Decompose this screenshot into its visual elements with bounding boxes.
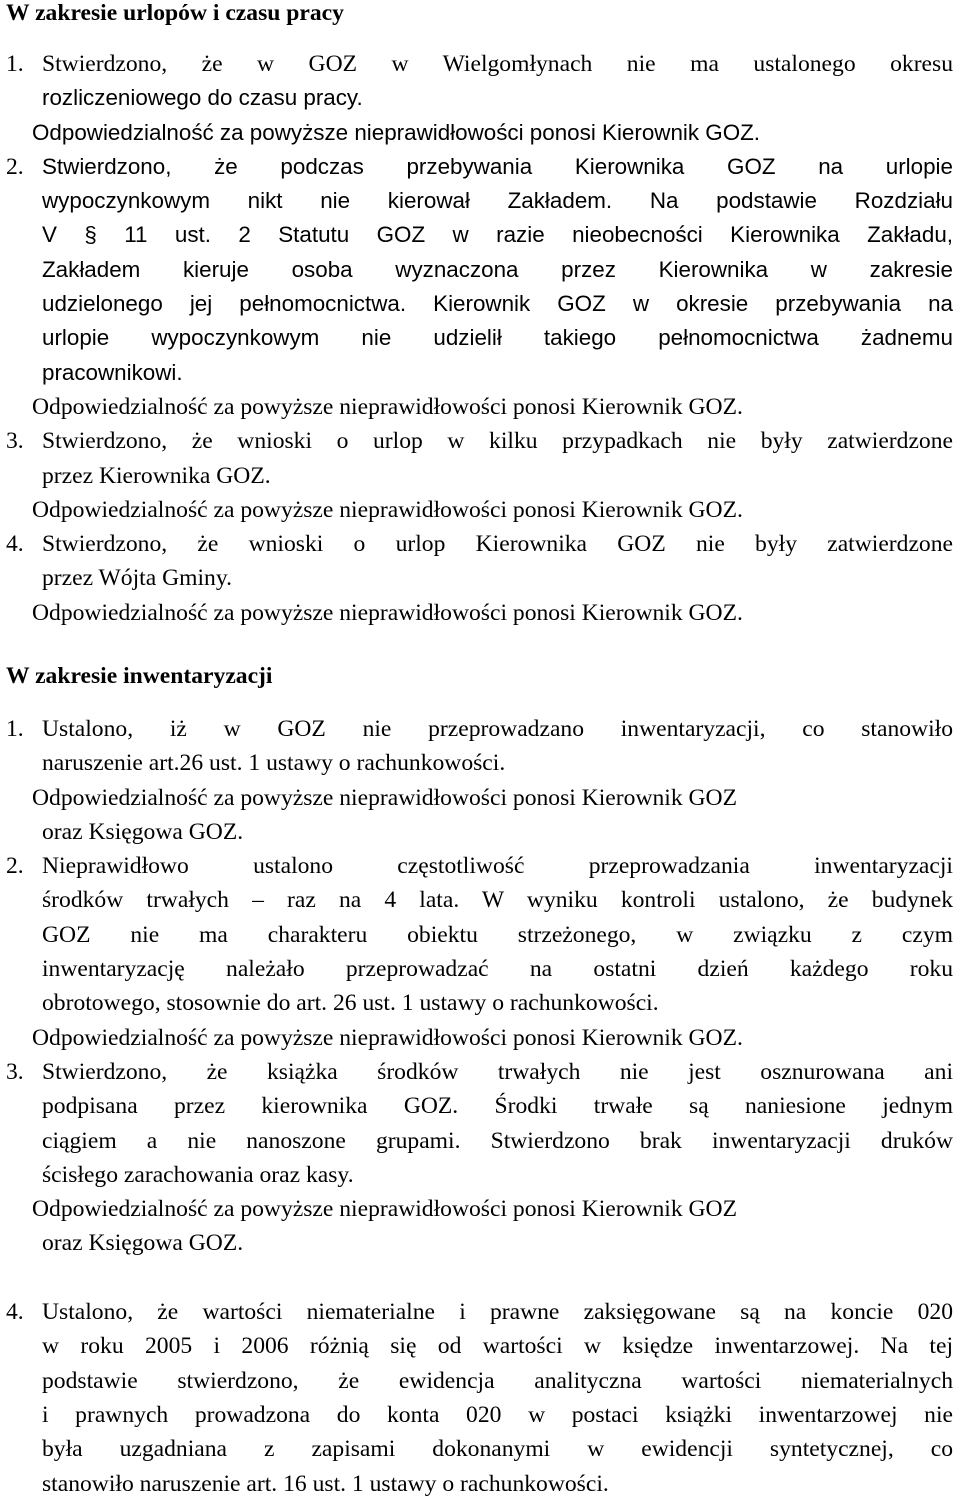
item-text-line: Ustalono, że wartości niematerialne i prawne zaksięgowane są na koncie 020 <box>42 1299 953 1326</box>
list-item <box>0 47 953 150</box>
item-text-line: podpisana przez kierownika GOZ. Środki trwałe są naniesione jednym <box>42 1093 953 1120</box>
item-body <box>42 849 953 1020</box>
list-item <box>0 424 953 527</box>
item-text-line: pracownikowi. <box>42 359 183 385</box>
responsibility-note: Odpowiedzialność za powyższe nieprawidłowości ponosi Kierownik GOZ. <box>32 599 743 626</box>
item-body <box>42 712 953 781</box>
item-text-line: Zakładem kieruje osoba wyznaczona przez Kierownika w zakresie <box>42 256 953 282</box>
item-number: 4. <box>6 531 24 558</box>
item-text-line: Stwierdzono, że w GOZ w Wielgomłynach nie ma ustalonego okresu <box>42 51 953 77</box>
responsibility-note-continued: oraz Księgowa GOZ. <box>42 1230 244 1257</box>
item-text-line: Stwierdzono, że wnioski o urlop Kierownika GOZ nie były zatwierdzone <box>42 531 953 558</box>
responsibility-note: Odpowiedzialność za powyższe nieprawidłowości ponosi Kierownik GOZ. <box>32 496 743 523</box>
list-item <box>0 1295 953 1501</box>
item-number: 1. <box>6 51 24 77</box>
item-text-line: ciągiem a nie nanoszone grupami. Stwierdzono brak inwentaryzacji druków <box>42 1127 953 1154</box>
item-body <box>42 424 953 493</box>
item-text-line: i prawnych prowadzona do konta 020 w postaci książki inwentarzowej nie <box>42 1401 953 1428</box>
item-text-line: środków trwałych – raz na 4 lata. W wyniku kontroli ustalono, że budynek <box>42 887 953 914</box>
list-item <box>0 527 953 630</box>
item-number: 3. <box>6 1058 24 1085</box>
list-item <box>0 150 953 424</box>
section-heading-inventory: W zakresie inwentaryzacji <box>6 663 273 689</box>
responsibility-note: Odpowiedzialność za powyższe nieprawidłowości ponosi Kierownik GOZ. <box>32 119 761 145</box>
responsibility-note: Odpowiedzialność za powyższe nieprawidłowości ponosi Kierownik GOZ. <box>32 1024 743 1051</box>
item-text-line: urlopie wypoczynkowym nie udzielił takiego pełnomocnictwa żadnemu <box>42 325 953 351</box>
blank-line <box>0 1261 953 1295</box>
item-number: 2. <box>6 153 24 180</box>
item-text-line: Stwierdzono, że wnioski o urlop w kilku przypadkach nie były zatwierdzone <box>42 428 953 455</box>
item-body <box>42 1055 953 1192</box>
item-text-line: inwentaryzację należało przeprowadzać na ostatni dzień każdego roku <box>42 956 953 983</box>
item-number: 3. <box>6 428 24 455</box>
item-body <box>42 1295 953 1501</box>
item-number: 2. <box>6 853 24 880</box>
item-body <box>42 527 953 596</box>
item-text-line: przez Kierownika GOZ. <box>42 462 271 489</box>
item-text-line: Stwierdzono, że książka środków trwałych nie jest osznurowana ani <box>42 1058 953 1085</box>
item-text-line: Stwierdzono, że podczas przebywania Kierownika GOZ na urlopie <box>42 153 953 179</box>
item-text-line: ścisłego zarachowania oraz kasy. <box>42 1161 354 1188</box>
responsibility-note: Odpowiedzialność za powyższe nieprawidłowości ponosi Kierownik GOZ <box>32 784 738 811</box>
responsibility-note-continued: oraz Księgowa GOZ. <box>42 818 244 845</box>
section-list-inventory <box>0 712 953 1501</box>
responsibility-note: Odpowiedzialność za powyższe nieprawidłowości ponosi Kierownik GOZ. <box>32 393 743 420</box>
item-text-line: GOZ nie ma charakteru obiektu strzeżonego, w związku z czym <box>42 921 953 948</box>
item-text-line: V § 11 ust. 2 Statutu GOZ w razie nieobecności Kierownika Zakładu, <box>42 222 953 248</box>
item-text-line: przez Wójta Gminy. <box>42 565 232 592</box>
item-text-line: stanowiło naruszenie art. 16 ust. 1 ustawy o rachunkowości. <box>42 1470 609 1497</box>
responsibility-note: Odpowiedzialność za powyższe nieprawidłowości ponosi Kierownik GOZ <box>32 1196 738 1223</box>
item-text-line: w roku 2005 i 2006 różnią się od wartości w księdze inwentarzowej. Na tej <box>42 1333 953 1360</box>
item-text-line: obrotowego, stosownie do art. 26 ust. 1 ustawy o rachunkowości. <box>42 990 659 1017</box>
item-body <box>42 47 953 116</box>
item-text-line: udzielonego jej pełnomocnictwa. Kierownik GOZ w okresie przebywania na <box>42 291 953 317</box>
item-text-line: Nieprawidłowo ustalono częstotliwość przeprowadzania inwentaryzacji <box>42 853 953 880</box>
item-body <box>42 150 953 390</box>
item-text-line: rozliczeniowego do czasu pracy. <box>42 85 363 111</box>
item-text-line: naruszenie art.26 ust. 1 ustawy o rachunkowości. <box>42 750 506 777</box>
list-item <box>0 1055 953 1261</box>
list-item <box>0 712 953 849</box>
item-number: 4. <box>6 1299 24 1326</box>
item-text-line: Ustalono, iż w GOZ nie przeprowadzano inwentaryzacji, co stanowiło <box>42 716 953 742</box>
item-number: 1. <box>6 716 24 742</box>
item-text-line: była uzgadniana z zapisami dokonanymi w ewidencji syntetycznej, co <box>42 1436 953 1463</box>
section-heading-leave-and-working-time: W zakresie urlopów i czasu pracy <box>6 0 344 26</box>
section-list-leave-and-working-time <box>0 47 953 630</box>
item-text-line: wypoczynkowym nikt nie kierował Zakładem. Na podstawie Rozdziału <box>42 188 953 214</box>
list-item <box>0 849 953 1055</box>
item-text-line: podstawie stwierdzono, że ewidencja analityczna wartości niematerialnych <box>42 1367 953 1394</box>
